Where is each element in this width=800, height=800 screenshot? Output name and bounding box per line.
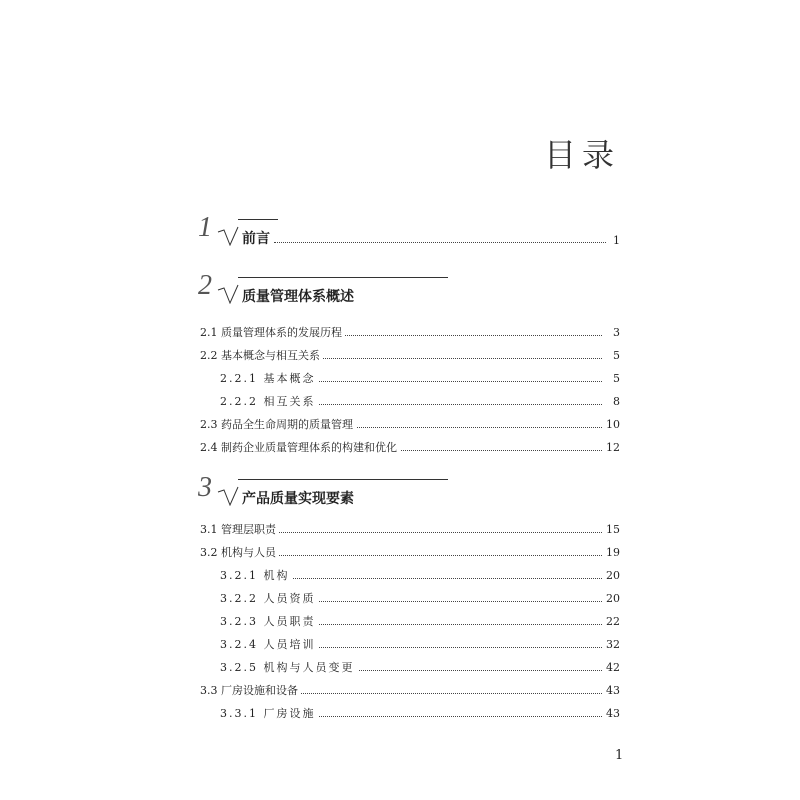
page-number: 20 [606,592,620,605]
toc-entry-label: 3.1 管理层职责 [200,522,279,538]
page-number: 15 [606,523,620,536]
toc-entry-label: 2.3 药品全生命周期的质量管理 [200,417,356,433]
page-number: 19 [606,546,620,559]
chapter-rule [238,219,278,220]
toc-entry[interactable] [200,683,620,699]
toc-entry-label: 2.2 基本概念与相互关系 [200,348,323,364]
toc-entry-label: 3.3.1 厂房设施 [220,706,319,722]
page-number: 10 [606,418,620,431]
toc-entry-label: 3.2.3 人员职责 [220,614,319,630]
page-number: 20 [606,569,620,582]
toc-entry-label: 2.4 制药企业质量管理体系的构建和优化 [200,440,400,456]
toc-entry[interactable] [200,545,620,561]
folio-page-number: 1 [615,748,624,763]
chapter-heading [198,212,618,246]
toc-entry-label: 3.2.1 机构 [220,568,293,584]
page-number: 43 [606,684,620,697]
toc-entry[interactable] [220,591,620,607]
toc-entry-label: 3.2 机构与人员 [200,545,279,561]
page-number: 8 [613,395,620,408]
toc-entry[interactable] [200,440,620,456]
toc-entry-label: 3.3 厂房设施和设备 [200,683,301,699]
toc-entry-label: 2.1 质量管理体系的发展历程 [200,325,345,341]
toc-entry[interactable] [200,348,620,364]
toc-entry[interactable] [200,325,620,341]
chapter-rule [238,277,448,278]
chapter-title: 质量管理体系概述 [242,289,354,305]
toc-entry-label: 2.2.1 基本概念 [220,371,319,387]
chapter-number: 3 [198,472,212,503]
page-title: 目录 [543,136,620,174]
toc-entry[interactable] [220,568,620,584]
toc-entry-label: 3.2.4 人员培训 [220,637,319,653]
page-number: 5 [613,372,620,385]
chapter-heading [198,270,618,304]
page-number: 22 [606,615,620,628]
page-number: 32 [606,638,620,651]
chapter-rule [238,479,448,480]
page-number: 1 [613,234,620,247]
page-number: 3 [613,326,620,339]
toc-entry[interactable] [220,394,620,410]
chapter-title: 产品质量实现要素 [242,491,354,507]
chapter-title: 前言 [242,231,270,247]
page-number: 42 [606,661,620,674]
chapter-heading [198,472,618,506]
toc-entry[interactable] [220,371,620,387]
chapter-number: 1 [198,212,212,243]
toc-entry[interactable] [220,614,620,630]
dot-leader [274,242,606,243]
toc-entry-label: 2.2.2 相互关系 [220,394,319,410]
toc-entry[interactable] [200,417,620,433]
chapter-number: 2 [198,270,212,301]
toc-entry[interactable] [220,660,620,676]
toc-entry[interactable] [220,637,620,653]
toc-entry-label: 3.2.5 机构与人员变更 [220,660,358,676]
toc-entry-label: 3.2.2 人员资质 [220,591,319,607]
page-number: 5 [613,349,620,362]
toc-entry[interactable] [220,706,620,722]
page-number: 43 [606,707,620,720]
toc-entry[interactable] [200,522,620,538]
page-number: 12 [606,441,620,454]
